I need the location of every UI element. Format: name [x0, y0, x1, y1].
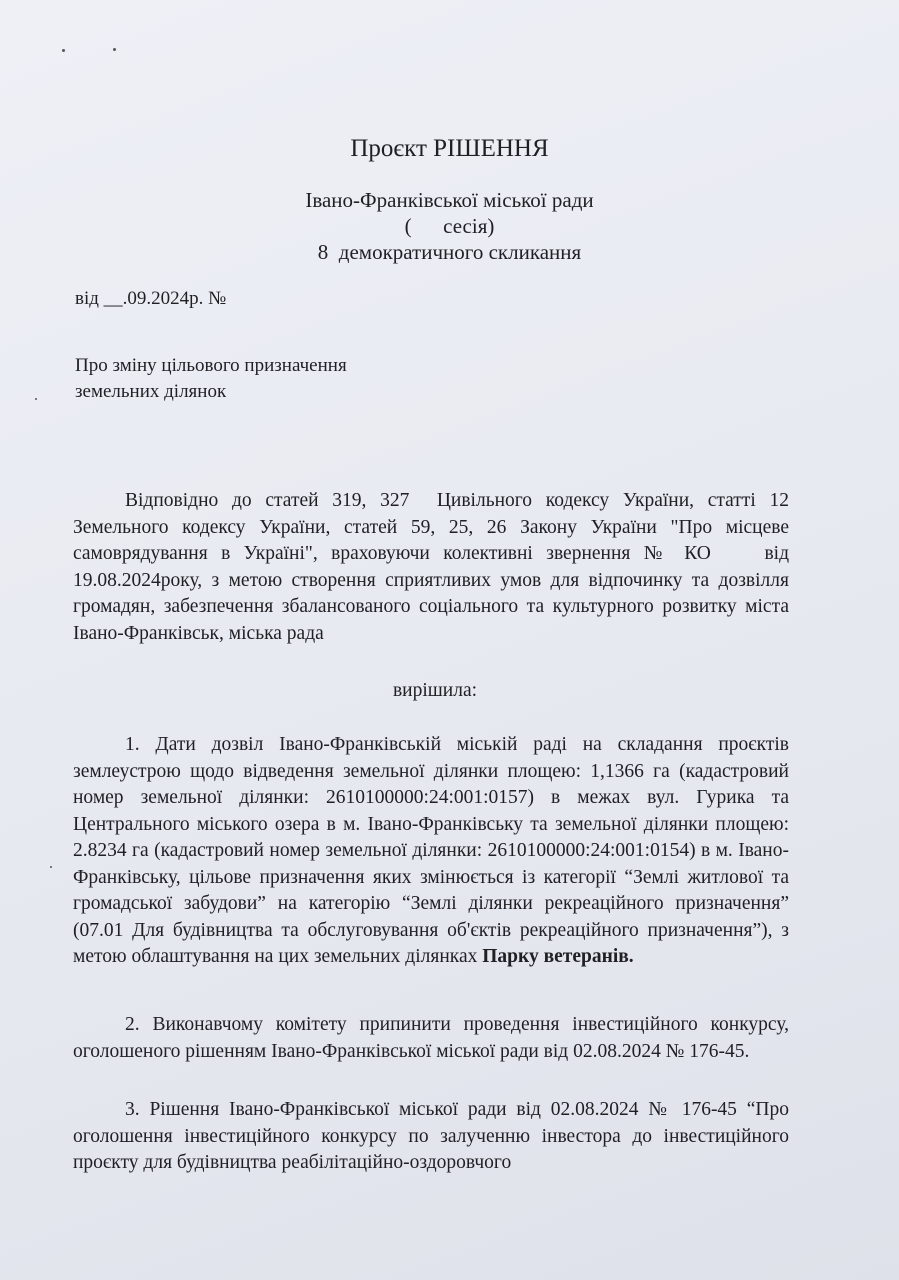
- decision-subject: [75, 353, 347, 405]
- resolved-heading: вирішила:: [392, 680, 478, 701]
- document-title: Проєкт РІШЕННЯ: [350, 135, 549, 162]
- paper-speck: [62, 49, 65, 52]
- item-1-text: 1. Дати дозвіл Івано-Франківській міській раді на складання проєктів землеустрою щодо відведення земельної ділянки площею: 1,1366 га (кадастровий номер земельної ділянки: 2610100000:24:001:0157) в межах вул. Гурика та Центрального міського озера в м. Івано-Франківську та земельної ділянки площею: 2.8234 га (кадастровий номер земельної ділянки: 2610100000:24:001:0154) в м. Івано-Франківську, цільове призначення яких змінюється із категорії “Землі житлової та громадської забудови” на категорію “Землі ділянки рекреаційного призначення” (07.01 Для будівництва та обслуговування об'єктів рекреаційного призначення”), з метою облаштування на цих земельних ділянках: [73, 734, 789, 967]
- subject-line: земельних ділянок: [75, 381, 227, 402]
- date-number-line: від __.09.2024р. №: [75, 288, 227, 309]
- convocation-line: 8 демократичного скликання: [317, 240, 582, 264]
- decision-item-1: [73, 732, 789, 971]
- subject-line: Про зміну цільового призначення: [75, 355, 347, 376]
- session-line: ( сесія): [404, 214, 495, 238]
- council-name: Івано-Франківської міської ради: [305, 188, 594, 212]
- paper-speck: [113, 48, 116, 51]
- decision-item-2: 2. Виконавчому комітету припинити проведення інвестиційного конкурсу, оголошеного рішенням Івано-Франківської міської ради від 02.08.2024 № 176-45.: [73, 1014, 789, 1062]
- decision-item-3: 3. Рішення Івано-Франківської міської ради від 02.08.2024 № 176-45 “Про оголошення інвестиційного конкурсу по залученню інвестора до інвестиційного проєкту для будівництва реабілітаційно-оздоровчого: [73, 1099, 789, 1173]
- park-name: Парку ветеранів.: [482, 946, 634, 967]
- preamble-paragraph: Відповідно до статей 319, 327 Цивільного кодексу України, статті 12 Земельного кодексу України, статей 59, 25, 26 Закону України "Про місцеве самоврядування в Україні", враховуючи колективні звернення № КО від 19.08.2024року, з метою створення сприятливих умов для відпочинку та дозвілля громадян, забезпечення збалансованого соціального та культурного розвитку міста Івано-Франківськ, міська рада: [73, 490, 794, 644]
- paper-speck: [50, 866, 52, 868]
- paper-speck: [35, 398, 37, 400]
